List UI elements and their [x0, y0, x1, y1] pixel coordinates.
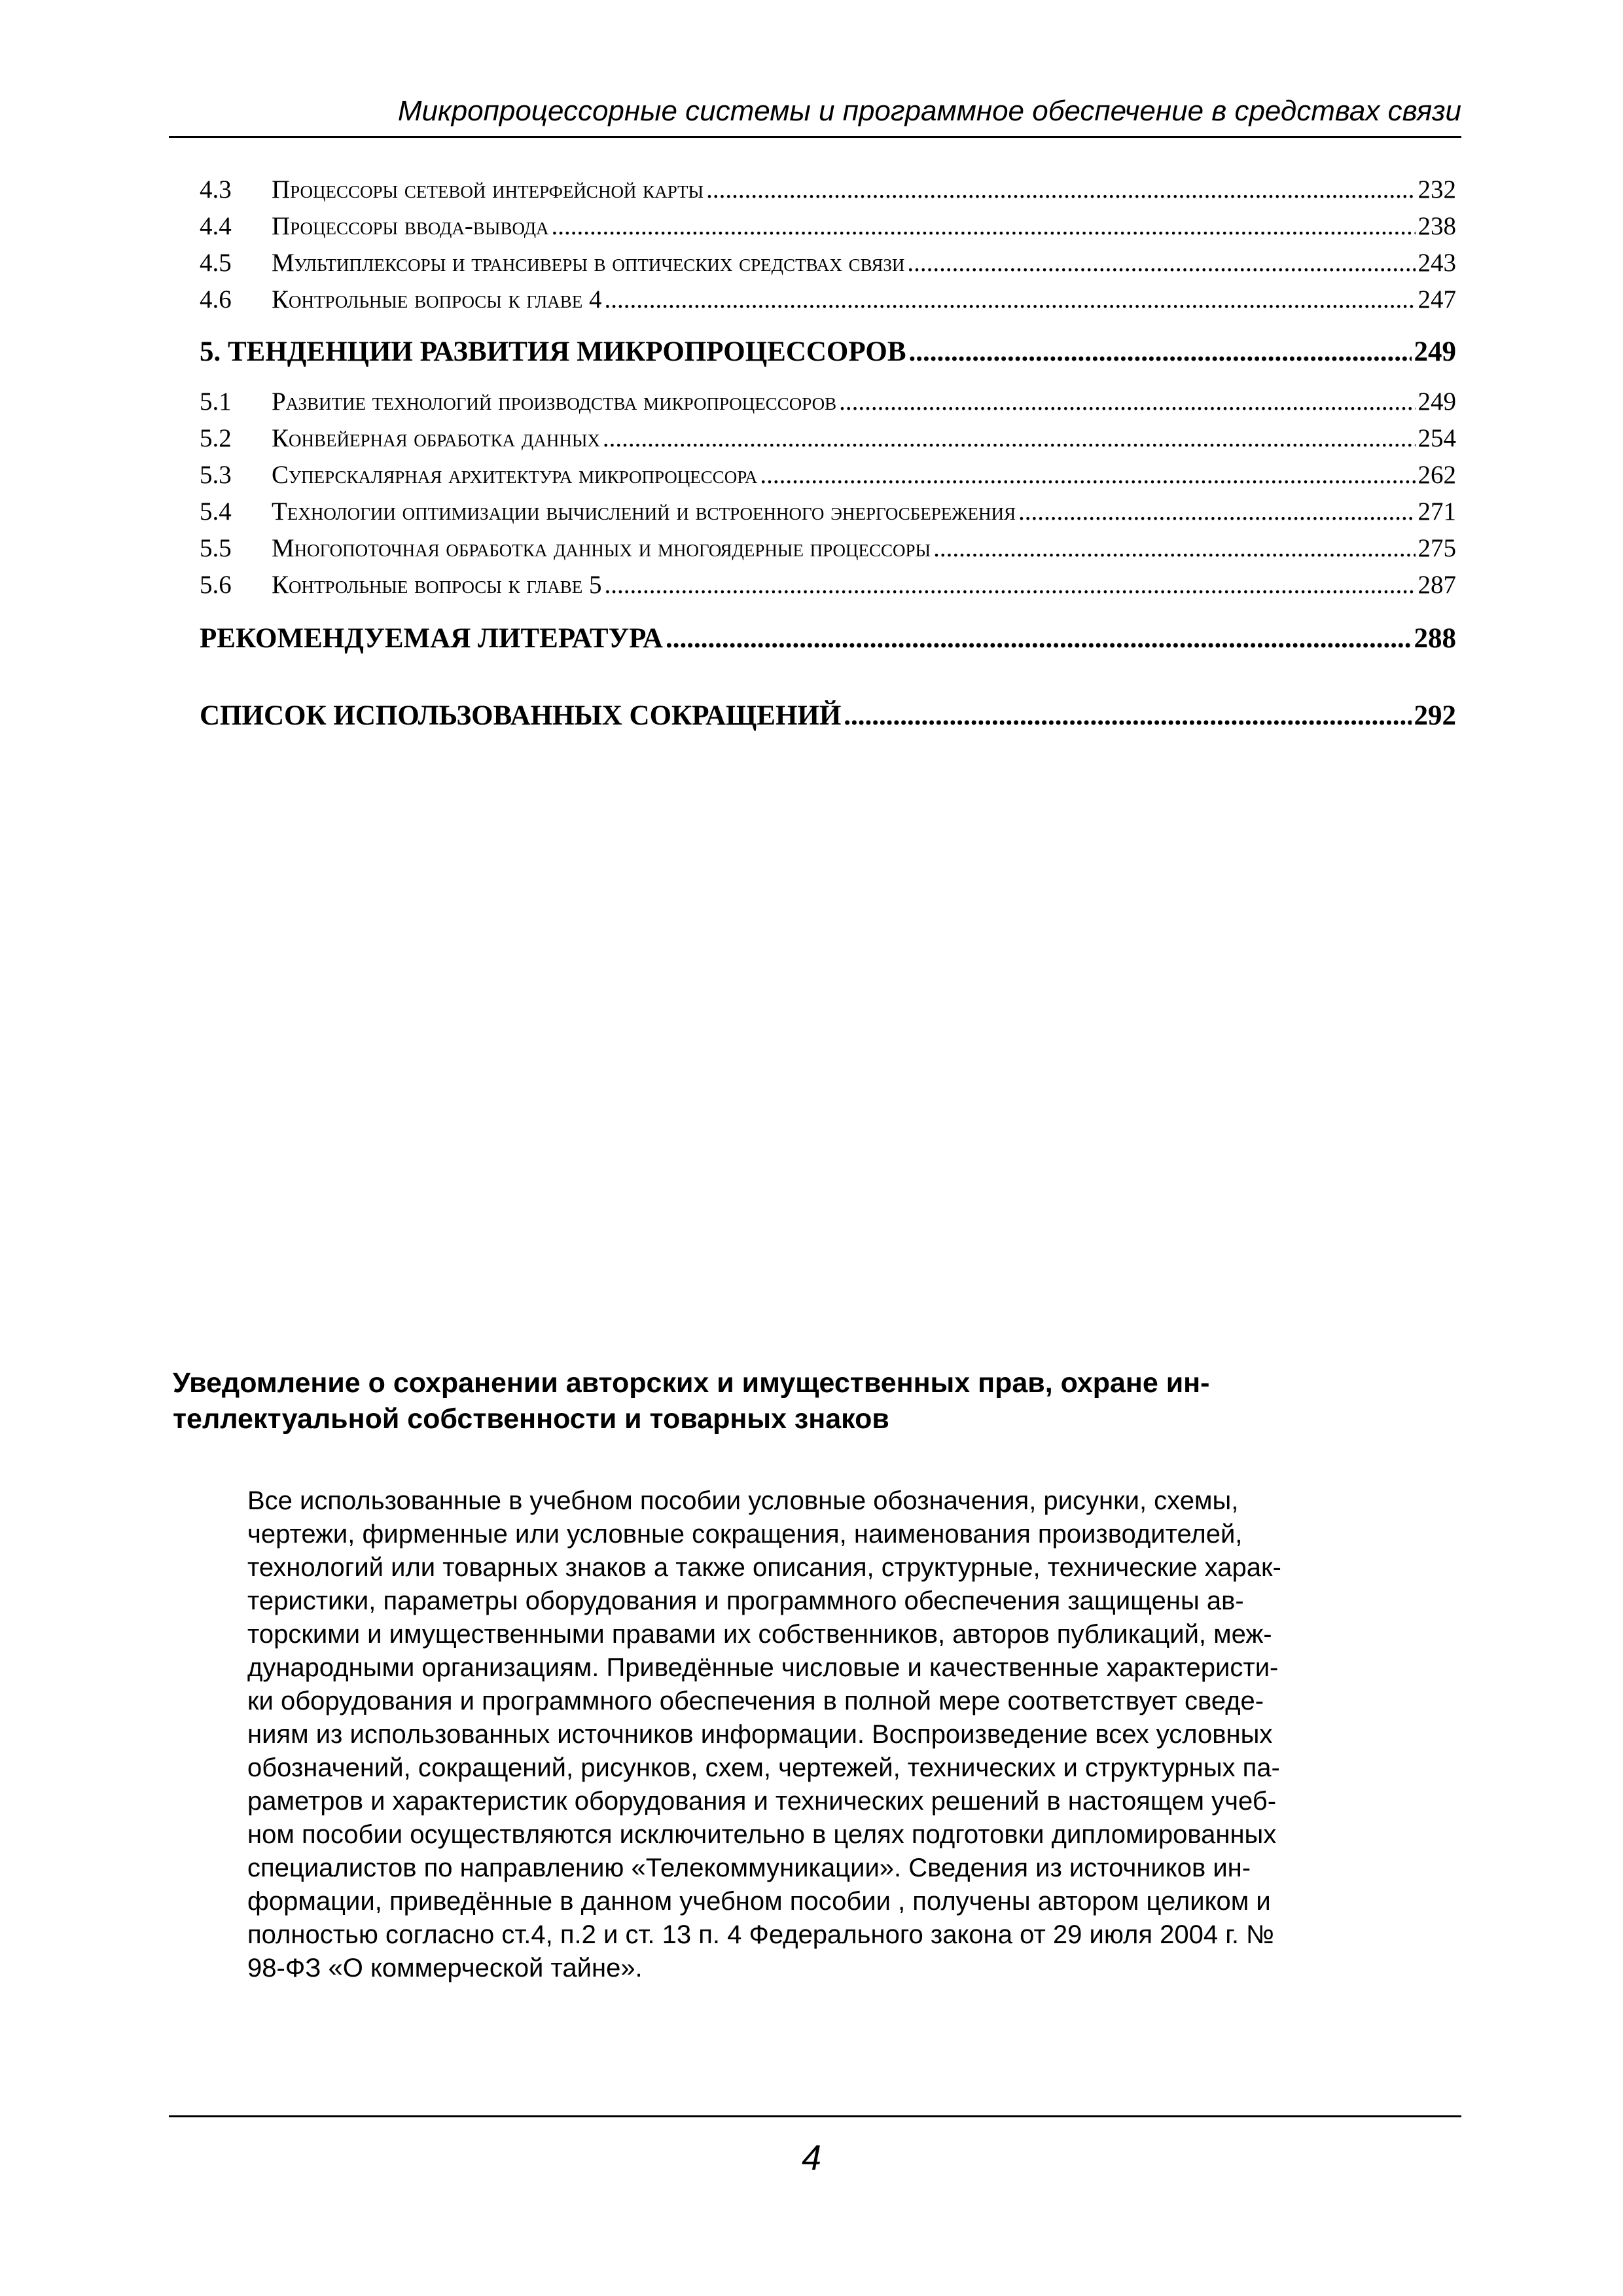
footer-divider [169, 2115, 1461, 2117]
toc-entry-title: Суперскалярная архитектура микропроцессора [272, 461, 758, 489]
notice-body-line: технологий или товарных знаков а также описания, структурные, технические харак- [247, 1553, 1281, 1582]
toc-entry-5-5[interactable] [200, 530, 1456, 567]
toc-entry-number: 4.6 [200, 285, 232, 314]
toc-leader-dots [844, 696, 1411, 736]
toc-leader-dots [706, 171, 1415, 208]
toc-entry-number: 5.1 [200, 387, 232, 416]
notice-body-line: дународными организациям. Приведённые числовые и качественные характеристи- [247, 1653, 1279, 1682]
toc-abbreviations-page: 292 [1414, 700, 1456, 731]
notice-body-line: чертежи, фирменные или условные сокращения, наименования производителей, [247, 1520, 1243, 1549]
toc-entry-5-1[interactable] [200, 384, 1456, 420]
toc-leader-dots [666, 619, 1412, 658]
toc-entry-page: 247 [1418, 285, 1456, 314]
toc-entry-number: 4.3 [200, 175, 232, 204]
toc-entry-4-5[interactable] [200, 245, 1456, 281]
toc-entry-title: Конвейерная обработка данных [272, 424, 600, 452]
toc-chapter-5[interactable] [200, 332, 1456, 372]
notice-body-line: формации, приведённые в данном учебном пособии , получены автором целиком и [247, 1887, 1271, 1916]
toc-entry-title: Контрольные вопросы к главе 5 [272, 571, 602, 599]
toc-leader-dots [839, 384, 1415, 420]
toc-leader-dots [933, 530, 1415, 567]
notice-body-line: 98-ФЗ «О коммерческой тайне». [247, 1954, 643, 1982]
notice-body-line: обозначений, сокращений, рисунков, схем, чертежей, технических и структурных па- [247, 1753, 1280, 1782]
toc-entry-title: Многопоточная обработка данных и многоядерные процессоры [272, 534, 931, 562]
notice-title-line: теллектуальной собственности и товарных знаков [173, 1403, 889, 1435]
toc-entry-title: Контрольные вопросы к главе 4 [272, 285, 602, 314]
toc-abbreviations-title: СПИСОК ИСПОЛЬЗОВАННЫХ СОКРАЩЕНИЙ [200, 700, 842, 731]
toc-entry-title: Технологии оптимизации вычислений и встроенного энергосбережения [272, 497, 1016, 526]
toc-entry-title: Процессоры ввода-вывода [272, 212, 549, 240]
toc-entry-page: 254 [1418, 424, 1456, 452]
toc-leader-dots [907, 245, 1415, 281]
toc-entry-number: 5.6 [200, 571, 232, 599]
toc-leader-dots [605, 281, 1416, 318]
toc-leader-dots [1018, 493, 1416, 530]
toc-entry-page: 249 [1418, 387, 1456, 416]
notice-body-line: торскими и имущественными правами их собственников, авторов публикаций, меж- [247, 1620, 1272, 1649]
toc-leader-dots [760, 457, 1415, 493]
toc-leader-dots [603, 420, 1416, 457]
toc-literature-title: РЕКОМЕНДУЕМАЯ ЛИТЕРАТУРА [200, 623, 663, 654]
toc-entry-number: 5.2 [200, 424, 232, 452]
toc-entry-number: 5.3 [200, 461, 232, 489]
toc-chapter-page: 249 [1414, 336, 1456, 367]
toc-entry-5-4[interactable] [200, 493, 1456, 530]
toc-entry-5-6[interactable] [200, 567, 1456, 603]
notice-body [247, 1484, 1458, 1985]
toc-entry-5-3[interactable] [200, 457, 1456, 493]
notice-title-line: Уведомление о сохранении авторских и имущественных прав, охране ин- [173, 1367, 1210, 1399]
toc-entry-page: 287 [1418, 571, 1456, 599]
toc-leader-dots [552, 208, 1416, 245]
notice-body-line: теристики, параметры оборудования и программного обеспечения защищены ав- [247, 1587, 1244, 1615]
notice-body-line: ниям из использованных источников информации. Воспроизведение всех условных [247, 1720, 1273, 1749]
toc-entry-page: 243 [1418, 249, 1456, 277]
table-of-contents [200, 171, 1456, 736]
toc-entry-title: Мультиплексоры и трансиверы в оптических средствах связи [272, 249, 905, 277]
toc-entry-number: 4.5 [200, 249, 232, 277]
toc-entry-number: 5.5 [200, 534, 232, 562]
toc-entry-page: 271 [1418, 497, 1456, 526]
toc-entry-title: Процессоры сетевой интерфейсной карты [272, 175, 704, 204]
toc-leader-dots [909, 332, 1412, 372]
toc-entry-page: 262 [1418, 461, 1456, 489]
header-divider [169, 136, 1461, 138]
toc-entry-5-2[interactable] [200, 420, 1456, 457]
toc-entry-4-3[interactable] [200, 171, 1456, 208]
toc-entry-page: 232 [1418, 175, 1456, 204]
toc-entry-4-4[interactable] [200, 208, 1456, 245]
toc-entry-page: 238 [1418, 212, 1456, 240]
toc-abbreviations[interactable] [200, 696, 1456, 736]
toc-entry-title: Развитие технологий производства микропроцессоров [272, 387, 837, 416]
toc-chapter-title: 5. ТЕНДЕНЦИИ РАЗВИТИЯ МИКРОПРОЦЕССОРОВ [200, 336, 906, 367]
notice-body-line: полностью согласно ст.4, п.2 и ст. 13 п. 4 Федерального закона от 29 июля 2004 г. № [247, 1920, 1275, 1949]
toc-entry-page: 275 [1418, 534, 1456, 562]
notice-body-line: раметров и характеристик оборудования и технических решений в настоящем учеб- [247, 1787, 1277, 1816]
toc-literature[interactable] [200, 619, 1456, 658]
notice-body-line: Все использованные в учебном пособии условные обозначения, рисунки, схемы, [247, 1486, 1239, 1515]
toc-entry-4-6[interactable] [200, 281, 1456, 318]
toc-leader-dots [605, 567, 1416, 603]
running-header: Микропроцессорные системы и программное обеспечение в средствах связи [397, 95, 1461, 127]
page-number: 4 [801, 2138, 822, 2178]
notice-title [173, 1365, 1455, 1437]
notice-body-line: специалистов по направлению «Телекоммуникации». Сведения из источников ин- [247, 1854, 1251, 1882]
toc-literature-page: 288 [1414, 623, 1456, 654]
notice-body-line: ном пособии осуществляются исключительно в целях подготовки дипломированных [247, 1820, 1277, 1849]
toc-entry-number: 4.4 [200, 212, 232, 240]
toc-entry-number: 5.4 [200, 497, 232, 526]
notice-body-line: ки оборудования и программного обеспечения в полной мере соответствует сведе- [247, 1687, 1264, 1715]
